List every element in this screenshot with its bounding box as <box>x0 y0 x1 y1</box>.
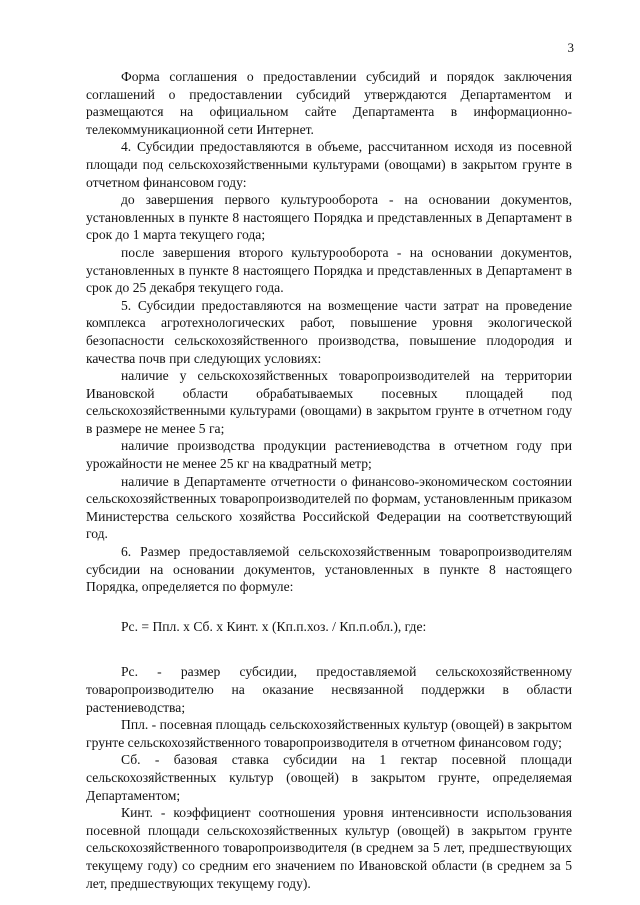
page-number: 3 <box>567 40 574 55</box>
paragraph-condition-area: наличие у сельскохозяйственных товаропроизводителей на территории Ивановской области обрабатываемых посевных площадей под сельскохозяйственными культурами (овощами) в закрытом грунте в отчетном году в размере не менее 5 га; <box>86 368 572 436</box>
paragraph-item-5: 5. Субсидии предоставляются на возмещение части затрат на проведение комплекса агротехнологических работ, повышение уровня экологической безопасности сельскохозяйственного производства, повышение плодородия и качества почв при следующих условиях: <box>86 297 572 366</box>
subsidy-formula: Рс. = Ппл. х Сб. х Кинт. х (Кп.п.хоз. / Кп.п.обл.), где: <box>121 618 427 634</box>
paragraph-item-4: 4. Субсидии предоставляются в объеме, рассчитанном исходя из посевной площади под сельскохозяйственными культурами (овощами) в закрытом грунте в отчетном финансовом году: <box>86 139 572 190</box>
paragraph-condition-yield: наличие производства продукции растениеводства в отчетном году при урожайности не менее 25 кг на квадратный метр; <box>86 438 572 472</box>
definition-sb: Сб. - базовая ставка субсидии на 1 гектар посевной площади сельскохозяйственных культур (овощей) в закрытом грунте, определяемая Департаментом; <box>86 752 572 803</box>
definition-ppl: Ппл. - посевная площадь сельскохозяйственных культур (овощей) в закрытом грунте сельскохозяйственного товаропроизводителя в отчетном финансовом году; <box>86 717 572 750</box>
paragraph-second-rotation: после завершения второго культурооборота - на основании документов, установленных в пункте 8 настоящего Порядка и представленных в Департамент в срок до 25 декабря текущего года. <box>86 244 572 296</box>
paragraph-first-rotation: до завершения первого культурооборота - на основании документов, установленных в пункте 8 настоящего Порядка и представленных в Департамент в срок до 1 марта текущего года; <box>86 192 572 243</box>
definition-rs: Рс. - размер субсидии, предоставляемой сельскохозяйственному товаропроизводителю на оказание несвязанной поддержки в области растениеводства; <box>86 664 572 715</box>
paragraph-condition-reporting: наличие в Департаменте отчетности о финансово-экономическом состоянии сельскохозяйственных товаропроизводителей по формам, установленным приказом Министерства сельского хозяйства Российской Федерации на соответствующий год. <box>86 473 572 542</box>
paragraph-agreement-form: Форма соглашения о предоставлении субсидий и порядок заключения соглашений о предоставлении субсидий утверждаются Департаментом и размещаются на официальном сайте Департамента в информационно-телекоммуникационной сети Интернет. <box>86 69 572 137</box>
paragraph-item-6: 6. Размер предоставляемой сельскохозяйственным товаропроизводителям субсидии на основании документов, установленных в пункте 8 настоящего Порядка, определяется по формуле: <box>86 544 572 595</box>
document-body <box>86 0 572 892</box>
definition-kint: Кинт. - коэффициент соотношения уровня интенсивности использования посевной площади сельскохозяйственных культур (овощей) в закрытом грунте сельскохозяйственного товаропроизводителя (в среднем за 5 лет, предшествующих текущему году) со средним его значением по Ивановской области (в среднем за 5 лет, предшествующих текущему году). <box>86 805 572 891</box>
